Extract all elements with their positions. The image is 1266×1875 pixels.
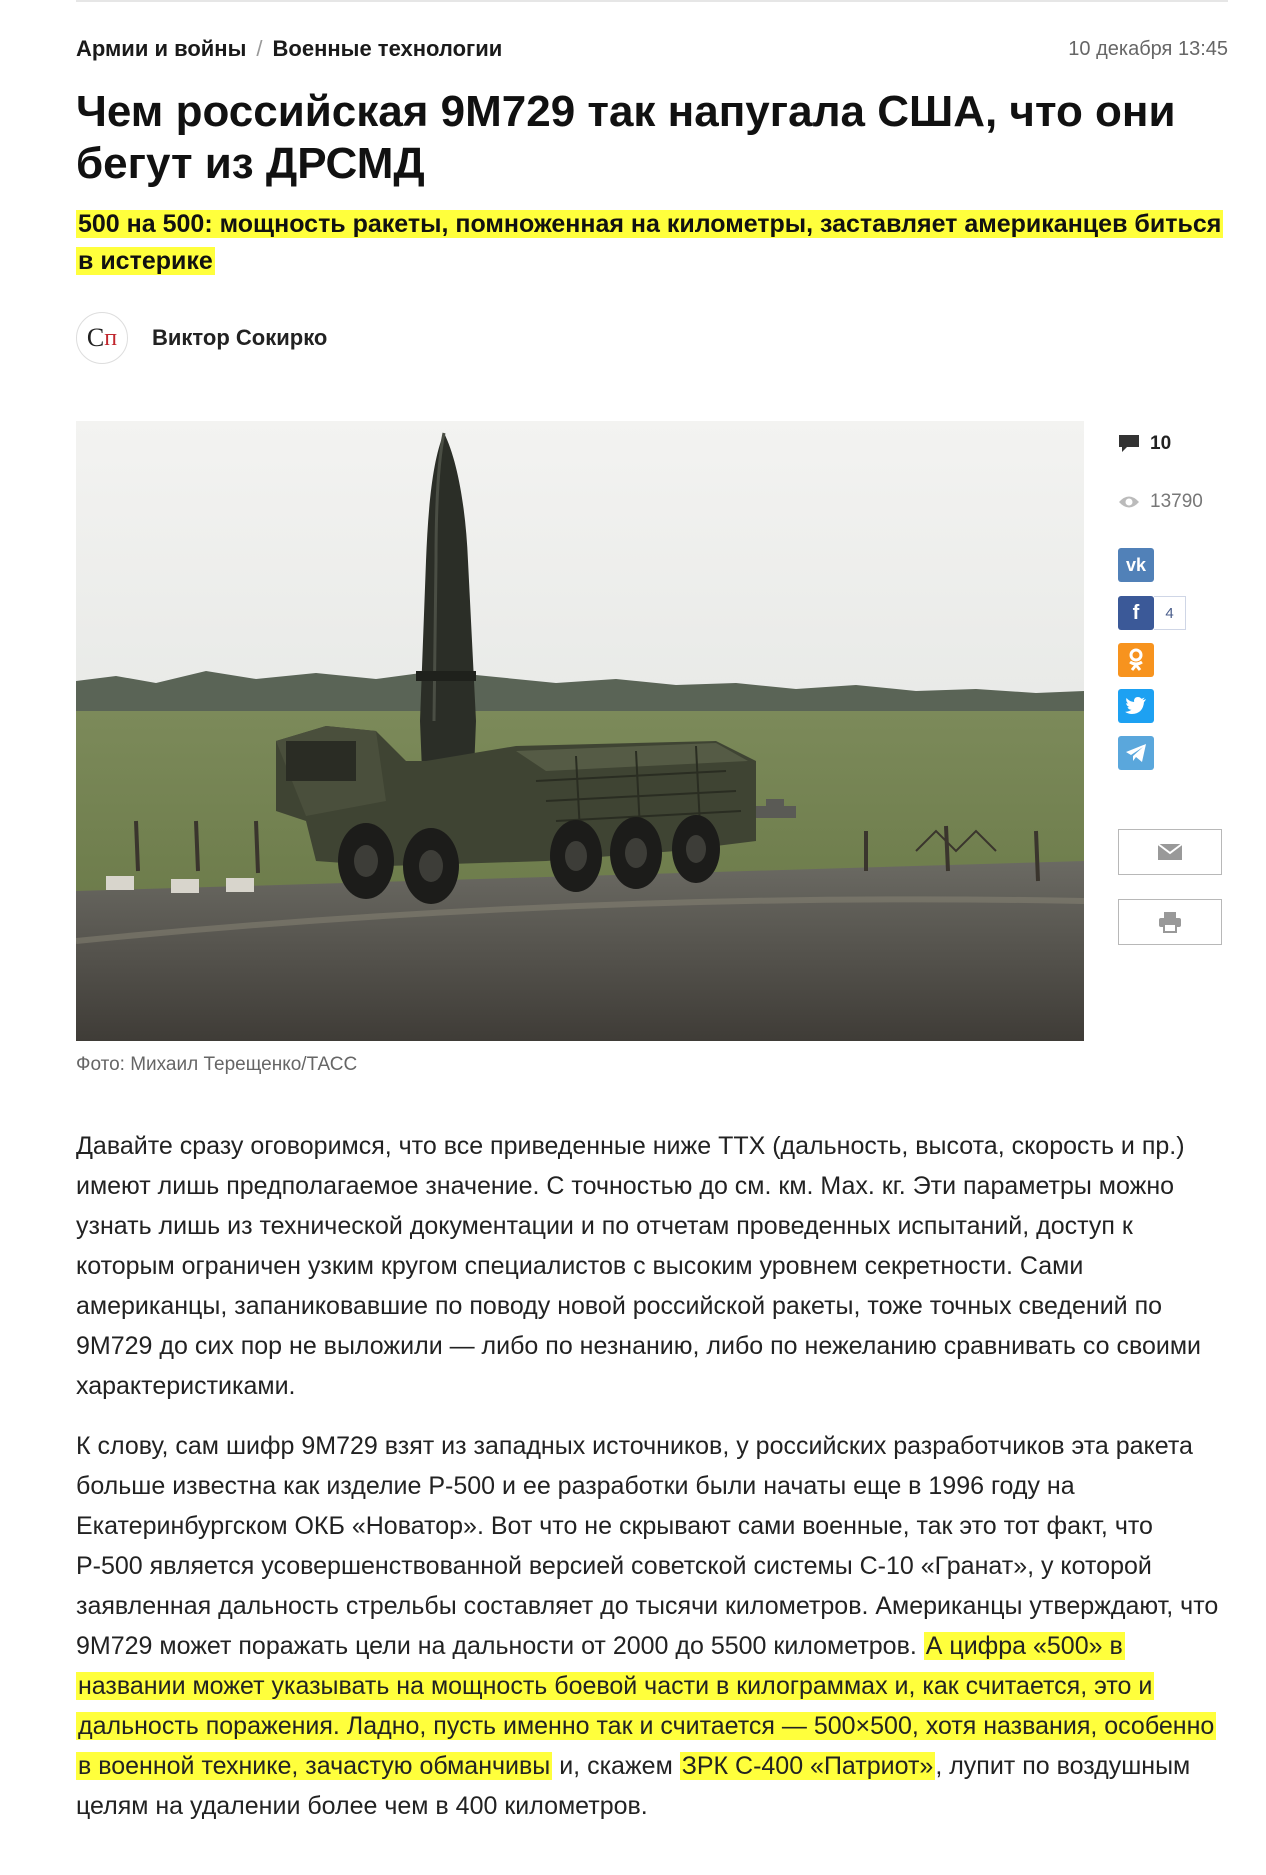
odnoklassniki-icon bbox=[1127, 648, 1145, 672]
views-stat bbox=[1118, 488, 1228, 516]
facebook-icon: f bbox=[1132, 601, 1140, 624]
paragraph-2-text: К слову, сам шифр 9М729 взят из западных источников, у российских разработчиков эта ракета больше известна как изделие Р-500 и ее разработки были начаты еще в 1996 году на Екатеринбургском ОКБ «Новатор». Вот что не скрывают сами военные, так это тот факт, что Р-500 является усовершенствованной версией советской системы С-10 «Гранат», у которой заявленная дальность стрельбы составляет до тысячи километров. Американцы утверждают, что 9М729 может поражать цели на дальности от 2000 до 5500 километров. bbox=[76, 1432, 1219, 1660]
eye-icon bbox=[1118, 494, 1140, 510]
breadcrumb-section-link[interactable]: Армии и войны bbox=[76, 36, 247, 61]
article-paragraph-2 bbox=[76, 1426, 1226, 1826]
mail-icon bbox=[1157, 843, 1183, 861]
print-button[interactable] bbox=[1118, 899, 1222, 945]
twitter-icon bbox=[1125, 697, 1147, 715]
vk-icon: vk bbox=[1125, 554, 1147, 575]
breadcrumb bbox=[76, 36, 502, 62]
article-lead bbox=[76, 206, 1236, 280]
vk-share-button[interactable] bbox=[1118, 548, 1154, 582]
top-divider bbox=[76, 0, 1228, 2]
telegram-icon bbox=[1125, 743, 1147, 763]
publish-date: 10 декабря 13:45 bbox=[1068, 38, 1228, 60]
author-block[interactable] bbox=[76, 312, 327, 364]
photo-caption: Фото: Михаил Терещенко/ТАСС bbox=[76, 1054, 358, 1075]
breadcrumb-separator: / bbox=[256, 36, 263, 61]
ok-share-button[interactable] bbox=[1118, 643, 1154, 677]
article-paragraph-1: Давайте сразу оговоримся, что все приведенные ниже ТТХ (дальность, высота, скорость и пр.) имеют лишь предполагаемое значение. С точностью до см. км. Мах. кг. Эти параметры можно узнать лишь из технической документации и по отчетам проведенных испытаний, доступ к которым ограничен узким кругом специалистов с высоким уровнем секретности. Сами американцы, запаниковавшие по поводу новой российской ракеты, тоже точных сведений по 9М729 до сих пор не выложили — либо по незнанию, либо по нежеланию сравнивать со своими характеристиками. bbox=[76, 1132, 1201, 1400]
comments-count: 10 bbox=[1150, 433, 1172, 454]
missile-launcher-photo bbox=[76, 421, 1084, 1041]
facebook-share-count: 4 bbox=[1154, 596, 1186, 630]
article-sidebar bbox=[1118, 430, 1228, 516]
comments-stat[interactable] bbox=[1118, 430, 1228, 458]
telegram-share-button[interactable] bbox=[1118, 736, 1154, 770]
article-photo bbox=[76, 421, 1084, 1041]
print-icon bbox=[1158, 911, 1182, 933]
facebook-share-button[interactable] bbox=[1118, 596, 1154, 630]
logo-letter-c: С bbox=[86, 323, 105, 352]
comment-icon bbox=[1118, 434, 1140, 454]
paragraph-2-highlight: А цифра «500» в названии может указывать на мощность боевой части в килограммах и, как считается, это и дальность поражения. Ладно, пусть именно так и считается — 500×500, хотя названия, особенно в военной технике, зачастую обманчивы bbox=[78, 1632, 1215, 1780]
email-button[interactable] bbox=[1118, 829, 1222, 875]
article-title: Чем российская 9М729 так напугала США, что они бегут из ДРСМД bbox=[76, 87, 1176, 188]
views-count: 13790 bbox=[1150, 491, 1203, 512]
logo-letter-p: п bbox=[104, 324, 118, 351]
paragraph-2-text-b: и, скажем bbox=[552, 1752, 680, 1780]
s400-link[interactable]: ЗРК С-400 «Патриот» bbox=[681, 1752, 934, 1780]
lead-highlight: 500 на 500: мощность ракеты, помноженная на километры, заставляет американцев биться в истерике bbox=[78, 210, 1222, 275]
publisher-logo bbox=[76, 312, 128, 364]
breadcrumb-subsection-link[interactable]: Военные технологии bbox=[272, 36, 503, 61]
author-name[interactable]: Виктор Сокирко bbox=[152, 325, 328, 350]
twitter-share-button[interactable] bbox=[1118, 689, 1154, 723]
paragraph-2-text-c: , лупит по воздушным целям на удалении более чем в 400 километров. bbox=[76, 1752, 1191, 1820]
